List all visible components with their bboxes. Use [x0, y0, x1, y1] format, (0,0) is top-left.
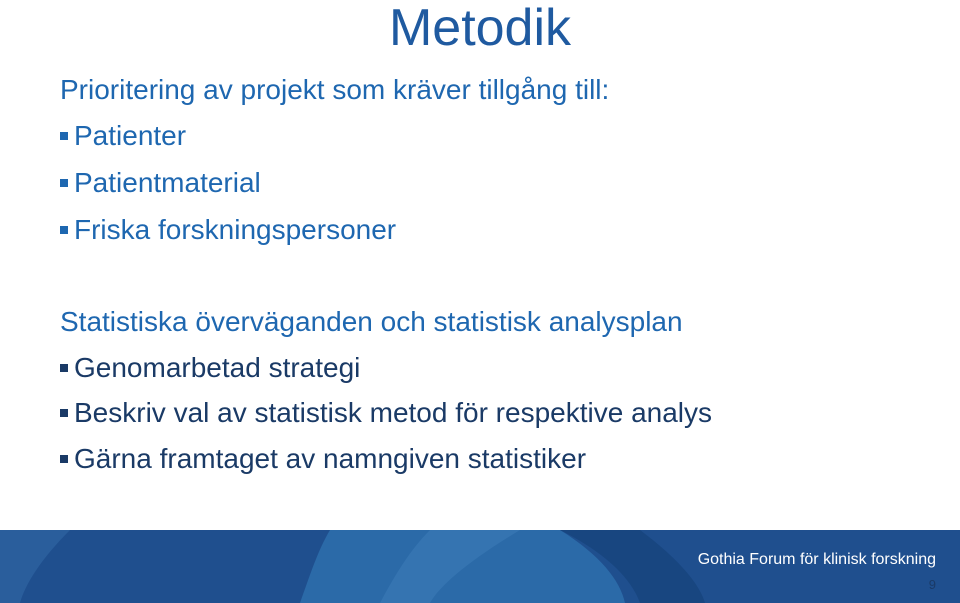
bullet-item [60, 213, 396, 247]
square-bullet-icon [60, 132, 68, 140]
bullet-text: Beskriv val av statistisk metod för respektive analys [74, 397, 713, 428]
footer-organization: Gothia Forum för klinisk forskning [697, 551, 936, 568]
bullet-text: Friska forskningspersoner [74, 214, 397, 245]
square-bullet-icon [60, 455, 68, 463]
page-number: 9 [928, 577, 936, 592]
bullet-text: Patienter [74, 120, 187, 151]
square-bullet-icon [60, 409, 68, 417]
bullet-item [60, 351, 360, 385]
section2-heading: Statistiska överväganden och statistisk analysplan [60, 306, 683, 337]
bullet-text: Patientmaterial [74, 167, 261, 198]
square-bullet-icon [60, 226, 68, 234]
square-bullet-icon [60, 364, 68, 372]
bullet-item [60, 119, 186, 153]
bullet-item [60, 442, 586, 476]
bullet-item [60, 396, 712, 430]
footer-band [0, 530, 960, 603]
bullet-text: Genomarbetad strategi [74, 352, 361, 383]
bullet-item [60, 166, 261, 200]
section1-heading: Prioritering av projekt som kräver tillgång till: [60, 74, 610, 105]
square-bullet-icon [60, 179, 68, 187]
bullet-text: Gärna framtaget av namngiven statistiker [74, 443, 587, 474]
footer-wave-shape [0, 530, 70, 603]
slide-title: Metodik [388, 0, 572, 57]
